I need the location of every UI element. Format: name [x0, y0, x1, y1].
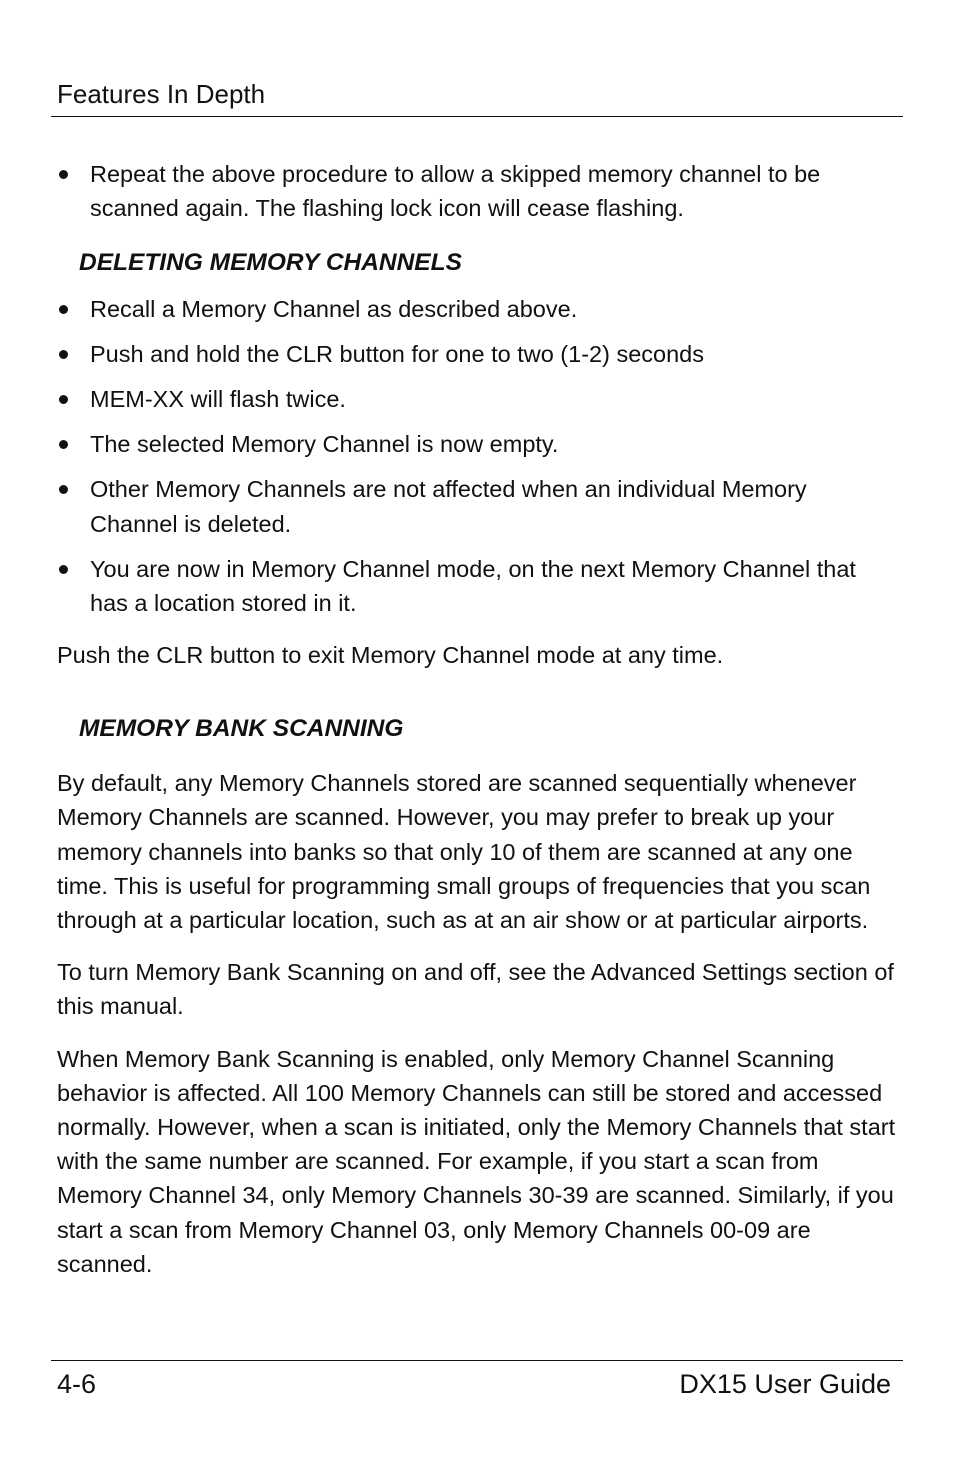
section-heading-deleting: DELETING MEMORY CHANNELS — [79, 249, 462, 277]
running-header: Features In Depth — [57, 79, 266, 109]
exit-note: Push the CLR button to exit Memory Channel mode at any time. — [57, 642, 724, 669]
list-item: The selected Memory Channel is now empty. — [57, 427, 899, 461]
intro-bullet-list — [57, 157, 899, 225]
footer-rule — [51, 1360, 903, 1361]
bullet-icon — [59, 565, 68, 574]
body-paragraph: By default, any Memory Channels stored are scanned sequentially whenever Memory Channels are scanned. However, you may prefer to break up your memory channels into banks so that only 10 of them are scanned at any one time. This is useful for programming small groups of frequencies that you scan through at a particular location, such as at an air show or at particular airports. — [57, 770, 871, 934]
bullet-icon — [59, 485, 68, 494]
section-heading-bank-scanning: MEMORY BANK SCANNING — [79, 715, 404, 743]
bullet-icon — [59, 305, 68, 314]
list-item: You are now in Memory Channel mode, on the next Memory Channel that has a location stored in it. — [57, 552, 899, 620]
list-item: Repeat the above procedure to allow a skipped memory channel to be scanned again. The flashing lock icon will cease flashing. — [57, 157, 899, 225]
bullet-icon — [59, 395, 68, 404]
list-item: Push and hold the CLR button for one to two (1-2) seconds — [57, 337, 899, 371]
page-content — [57, 157, 899, 1299]
body-paragraph: To turn Memory Bank Scanning on and off, see the Advanced Settings section of this manual. — [57, 959, 894, 1020]
list-item: Recall a Memory Channel as described above. — [57, 292, 899, 326]
page-number: 4-6 — [57, 1369, 97, 1399]
list-item: Other Memory Channels are not affected when an individual Memory Channel is deleted. — [57, 472, 899, 540]
body-paragraph: When Memory Bank Scanning is enabled, only Memory Channel Scanning behavior is affected. All 100 Memory Channels can still be stored and accessed normally. However, when a scan is initiated, only the Memory Channels that start with the same number are scanned. For example, if you start a scan from Memory Channel 34, only Memory Channels 30-39 are scanned. Similarly, if you start a scan from Memory Channel 03, only Memory Channels 00-09 are scanned. — [57, 1045, 896, 1277]
deleting-bullet-list — [57, 292, 899, 620]
bullet-icon — [59, 350, 68, 359]
bullet-icon — [59, 170, 68, 179]
header-rule — [51, 116, 903, 117]
bullet-icon — [59, 440, 68, 449]
list-item: MEM-XX will flash twice. — [57, 382, 899, 416]
guide-title: DX15 User Guide — [679, 1369, 891, 1399]
